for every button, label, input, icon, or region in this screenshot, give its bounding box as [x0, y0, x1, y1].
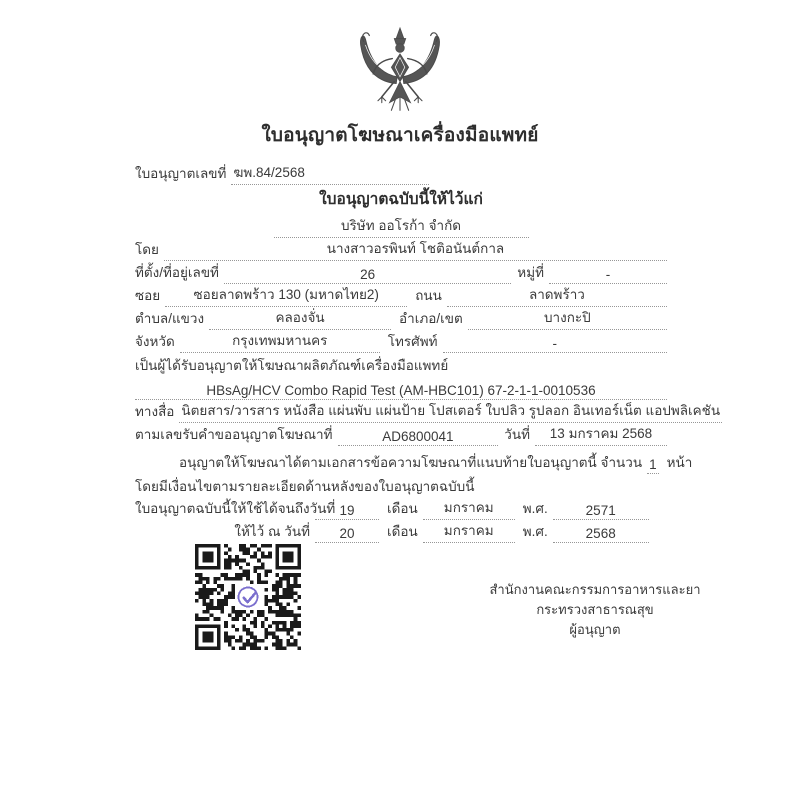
issued-year: 2568 — [553, 526, 649, 543]
signature-ministry: กระทรวงสาธารณสุข — [536, 602, 654, 617]
check-circle-icon — [238, 587, 257, 606]
media-list: นิตยสาร/วารสาร หนังสือ แผ่นพับ แผ่นป้าย โปสเตอร์ ใบปลิว รูปลอก อินเทอร์เน็ต แอปพลิเคชัน — [179, 399, 722, 423]
address-row-1 — [135, 261, 667, 284]
subdistrict-value: คลองจั่น — [209, 306, 391, 330]
district-label: อำเภอ/เขต — [399, 311, 463, 326]
issued-month-label: เดือน — [387, 524, 418, 539]
license-number-value: ฆพ.84/2568 — [231, 161, 429, 185]
media-row — [135, 400, 721, 423]
soi-value: ซอยลาดพร้าว 130 (มหาดไทย2) — [165, 283, 407, 307]
by-label: โดย — [135, 242, 159, 257]
product-row — [135, 376, 667, 400]
soi-label: ซอย — [135, 288, 161, 303]
allow-prefix: อนุญาตให้โฆษณาได้ตามเอกสารข้อความโฆษณาที่แนบท้ายใบอนุญาตนี้ จำนวน — [179, 455, 643, 470]
company-row — [135, 211, 667, 238]
province-label: จังหวัด — [135, 334, 175, 349]
subdistrict-label: ตำบล/แขวง — [135, 311, 205, 326]
issued-month: มกราคม — [423, 519, 515, 543]
address-row-3 — [135, 307, 667, 330]
conditions-statement: โดยมีเงื่อนไขตามรายละเอียดด้านหลังของใบอนุญาตฉบับนี้ — [135, 479, 475, 494]
valid-until-month: มกราคม — [423, 496, 515, 520]
road-value: ลาดพร้าว — [447, 283, 667, 307]
company-name: บริษัท ออโรก้า จำกัด — [274, 214, 529, 238]
issued-row — [135, 520, 667, 543]
application-no: AD6800041 — [338, 429, 499, 446]
moo-label: หมู่ที่ — [517, 265, 544, 280]
license-number-label: ใบอนุญาตเลขที่ — [135, 166, 227, 181]
authorized-statement: เป็นผู้ได้รับอนุญาตให้โฆษณาผลิตภัณฑ์เครื่องมือแพทย์ — [135, 358, 449, 373]
application-no-label: ตามเลขรับคำขออนุญาตโฆษณาที่ — [135, 427, 333, 442]
location-no: 26 — [224, 267, 511, 284]
application-row — [135, 423, 667, 446]
valid-until-label: ใบอนุญาตฉบับนี้ให้ใช้ได้จนถึงวันที่ — [135, 501, 336, 516]
license-number-row — [135, 162, 667, 185]
by-row — [135, 238, 667, 261]
given-to-heading: ใบอนุญาตฉบับนี้ให้ไว้แก่ — [319, 191, 483, 208]
signature-role: ผู้อนุญาต — [569, 622, 621, 637]
valid-until-year: 2571 — [553, 503, 649, 520]
by-name: นางสาวอรพินท์ โชติอนันต์กาล — [164, 237, 667, 261]
allow-pages: 1 — [649, 457, 657, 472]
signature-org: สำนักงานคณะกรรมการอาหารและยา — [489, 582, 701, 597]
allow-suffix: หน้า — [666, 455, 693, 470]
valid-era-label: พ.ศ. — [522, 501, 548, 516]
application-date: 13 มกราคม 2568 — [535, 422, 667, 446]
issued-label: ให้ไว้ ณ วันที่ — [234, 524, 310, 539]
valid-until-row — [135, 497, 667, 520]
garuda-emblem — [352, 26, 448, 118]
province-value: กรุงเทพมหานคร — [180, 329, 380, 353]
issued-day: 20 — [315, 526, 379, 543]
application-date-label: วันที่ — [504, 427, 530, 442]
valid-month-label: เดือน — [387, 501, 418, 516]
address-row-2 — [135, 284, 667, 307]
moo-value: - — [549, 267, 667, 284]
media-label: ทางสื่อ — [135, 404, 175, 419]
road-label: ถนน — [415, 288, 442, 303]
signature-block — [470, 580, 720, 640]
district-value: บางกะปิ — [468, 306, 667, 330]
page-title: ใบอนุญาตโฆษณาเครื่องมือแพทย์ — [261, 125, 539, 146]
address-row-4 — [135, 330, 667, 353]
phone-value: - — [443, 336, 667, 353]
location-label: ที่ตั้ง/ที่อยู่เลขที่ — [135, 265, 219, 280]
allow-row — [135, 446, 693, 474]
phone-label: โทรศัพท์ — [387, 334, 438, 349]
qr-code — [195, 544, 301, 650]
issued-era-label: พ.ศ. — [522, 524, 548, 539]
valid-until-day: 19 — [315, 503, 379, 520]
product-name: HBsAg/HCV Combo Rapid Test (AM-HBC101) 67-2-1-1-0010536 — [135, 383, 667, 400]
